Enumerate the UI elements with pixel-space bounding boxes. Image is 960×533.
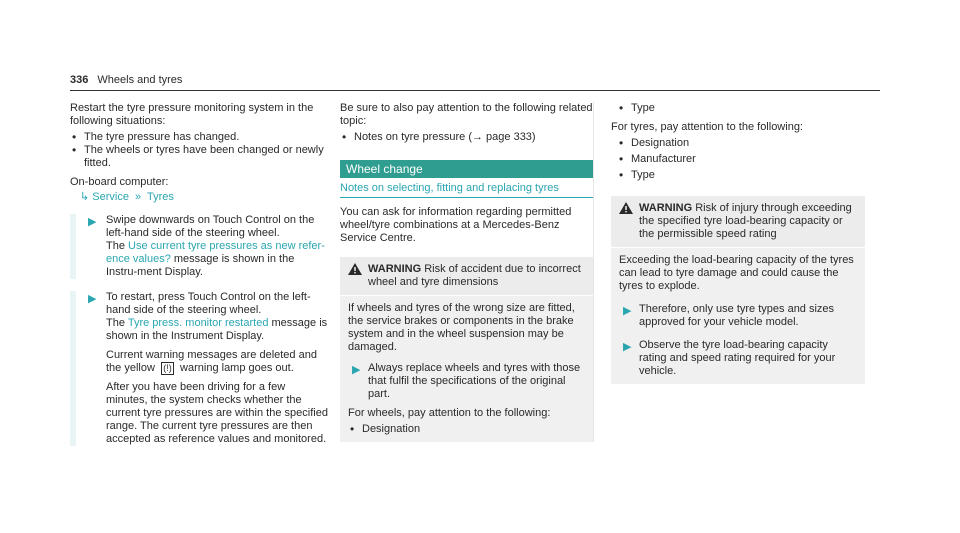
- step-text: To restart, press Touch Control on the left-hand side of the steering wheel.: [106, 291, 311, 316]
- warning-body: [611, 248, 865, 384]
- list-item: • The tyre pressure has changed.: [70, 131, 328, 144]
- display-message: Use current tyre pressures as new refer-ence values?: [106, 240, 325, 265]
- page-number: 336: [70, 74, 89, 86]
- step-arrow-icon: ▶: [352, 364, 361, 376]
- tyres-intro: For tyres, pay attention to the following:: [611, 121, 803, 133]
- column-1: [70, 102, 328, 446]
- warning-header: [340, 257, 594, 296]
- warning-header: [611, 196, 865, 248]
- page-header: [70, 74, 182, 87]
- tyre-pressure-warning-icon: (!): [161, 362, 174, 375]
- list-item: • Type: [617, 169, 865, 182]
- step-arrow-icon: ▶: [623, 305, 632, 317]
- related-topic-intro: Be sure to also pay attention to the following related topic:: [340, 102, 593, 127]
- onboard-label: On-board computer:: [70, 176, 169, 188]
- intro-text: Restart the tyre pressure monitoring system in the following situations:: [70, 102, 314, 127]
- header-rule: [70, 90, 880, 91]
- subsection-title: Notes on selecting, fitting and replacing tyres: [340, 182, 594, 198]
- step-text-after: message is shown in the Instru-ment Display.: [106, 253, 295, 278]
- step-message: [106, 240, 328, 279]
- situation-list: [70, 131, 328, 170]
- step-1: [70, 214, 328, 279]
- the-word: The: [106, 317, 125, 329]
- info-paragraph: You can ask for information regarding permitted wheel/tyre combinations at a Mercedes-Benz Service Centre.: [340, 206, 572, 244]
- menu-arrow-icon: ↳: [80, 191, 90, 203]
- related-topic-link[interactable]: • Notes on tyre pressure (→ page 333): [340, 131, 594, 144]
- warning-step: [619, 339, 857, 378]
- warning-step-text: Observe the tyre load-bearing capacity rating and speed rating required for your vehicle.: [639, 339, 836, 377]
- warning-triangle-icon: [619, 202, 633, 214]
- after-driving-note: After you have been driving for a few minutes, the system checks whether the current tyre pressures are within the specified range. The current tyre pressures are then accepted as reference values and monitored.: [106, 381, 328, 445]
- the-word: The: [106, 240, 125, 252]
- warning-triangle-icon: [348, 263, 362, 275]
- warning-text: Exceeding the load-bearing capacity of the tyres can lead to tyre damage and could cause the tyres to explode.: [619, 254, 854, 292]
- section-name: Wheels and tyres: [97, 74, 183, 86]
- column-3: [611, 102, 865, 384]
- step-arrow-icon: ▶: [623, 341, 632, 353]
- step-bar: [70, 214, 76, 279]
- step-arrow-icon: ▶: [88, 293, 97, 305]
- tyre-list: [617, 137, 865, 182]
- warning-step: [348, 362, 586, 401]
- nav-tyres: Tyres: [147, 191, 174, 203]
- warning-text: If wheels and tyres of the wrong size are fitted, the service brakes or components in the brake system and in the wheel suspension may be damaged.: [348, 302, 575, 353]
- section-title: Wheel change: [340, 160, 594, 178]
- step-arrow-icon: ▶: [88, 216, 97, 228]
- note-text: Current warning messages are deleted and the yellow: [106, 349, 317, 374]
- warning-label: WARNING: [368, 263, 422, 275]
- warning-step: [619, 303, 857, 329]
- warning-step-text: Therefore, only use tyre types and sizes approved for your vehicle model.: [639, 303, 835, 328]
- column-divider: [593, 102, 594, 442]
- warning-step-text: Always replace wheels and tyres with those that fulfil the specifications of the original part.: [368, 362, 581, 400]
- warning-title: Risk of accident due to incorrect wheel and tyre dimensions: [368, 263, 581, 288]
- warning-box: [340, 257, 594, 442]
- step-bar: [70, 291, 76, 446]
- step-2: [70, 291, 328, 446]
- warning-body: [340, 296, 594, 442]
- list-item: • Designation: [348, 423, 586, 436]
- nav-path: [70, 191, 328, 204]
- warning-box: [611, 196, 865, 384]
- double-chevron-icon: »: [135, 191, 142, 203]
- step-text: Swipe downwards on Touch Control on the left-hand side of the steering wheel.: [106, 214, 315, 239]
- nav-service: Service: [92, 191, 129, 203]
- display-message: Tyre press. monitor restarted: [127, 317, 269, 329]
- wheels-intro: For wheels, pay attention to the following:: [348, 407, 551, 419]
- warning-title: Risk of injury through exceeding the specified tyre load-bearing capacity or the permissible speed rating: [639, 202, 852, 240]
- list-item: • Type: [617, 102, 865, 115]
- step-text-after: message is shown in the Instrument Display.: [106, 317, 328, 342]
- list-item: • Designation: [617, 137, 865, 150]
- column-2: [340, 102, 594, 442]
- step-message: [106, 317, 328, 343]
- warning-lamp-note: [106, 349, 328, 375]
- note-text-after: warning lamp goes out.: [180, 362, 294, 374]
- list-item: • Manufacturer: [617, 153, 865, 166]
- list-item: • The wheels or tyres have been changed or newly fitted.: [70, 144, 328, 170]
- warning-label: WARNING: [639, 202, 693, 214]
